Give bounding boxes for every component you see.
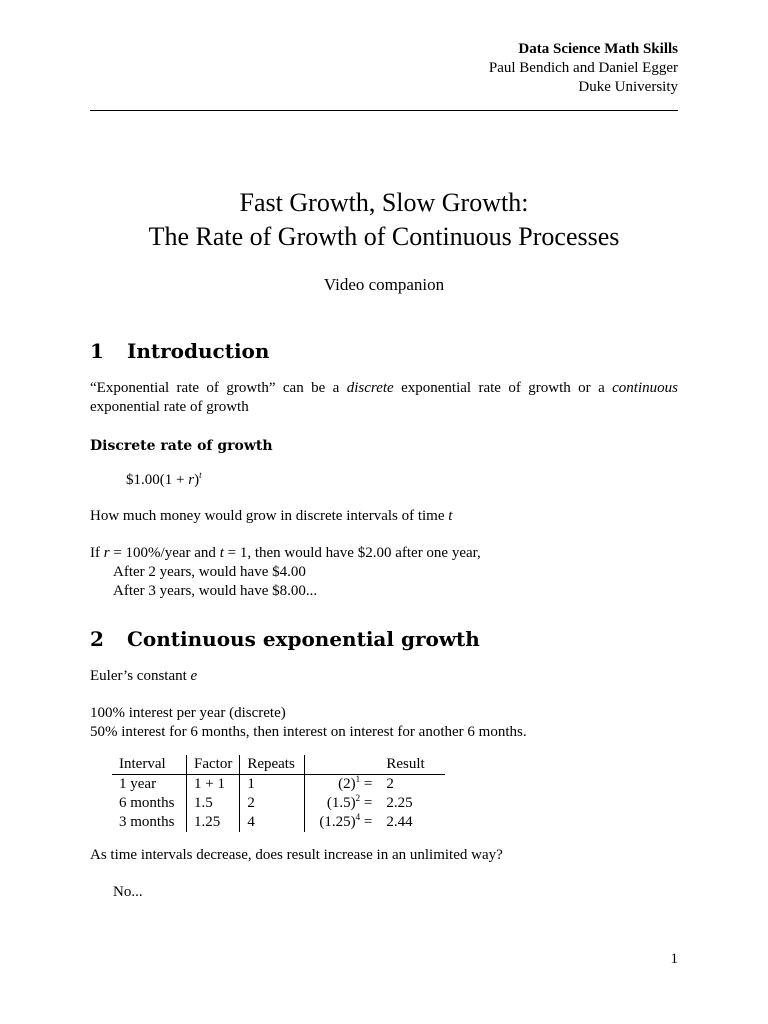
euler-text: Euler’s constant xyxy=(90,668,191,684)
answer-paragraph: No... xyxy=(113,884,143,900)
interest-line-2: 50% interest for 6 months, then interest on interest for another 6 months. xyxy=(90,724,527,740)
cell-repeats: 4 xyxy=(240,813,305,832)
growth-table xyxy=(112,755,445,832)
header-interval: Interval xyxy=(112,755,187,775)
intro-continuous: continuous xyxy=(612,380,678,396)
authors: Paul Bendich and Daniel Egger xyxy=(488,60,678,76)
power-base: (1.25) xyxy=(319,814,356,830)
power-base: (2) xyxy=(338,776,356,792)
interest-line-1: 100% interest per year (discrete) xyxy=(90,705,286,721)
title-line-1: Fast Growth, Slow Growth: xyxy=(239,188,529,217)
power-exponent: 1 xyxy=(355,774,361,784)
example-end: = 1, then would have $2.00 after one year, xyxy=(223,545,481,561)
cell-result: 2.25 xyxy=(386,795,413,811)
cell-power xyxy=(305,813,380,832)
power-equals: = xyxy=(360,814,373,830)
intro-text-c: exponential rate of growth xyxy=(90,399,249,415)
example-r: r xyxy=(103,545,110,561)
discrete-subheading: Discrete rate of growth xyxy=(90,438,273,454)
example-t: t xyxy=(219,545,224,561)
document-subtitle: Video companion xyxy=(323,275,445,294)
table-row xyxy=(112,813,445,832)
cell-repeats: 2 xyxy=(240,794,305,813)
section-1-heading xyxy=(90,339,269,363)
institution: Duke University xyxy=(578,79,678,95)
table-row xyxy=(112,794,445,813)
cell-power xyxy=(305,794,380,813)
title-line-2: The Rate of Growth of Continuous Processes xyxy=(148,222,620,251)
euler-paragraph xyxy=(90,667,678,686)
question-paragraph: As time intervals decrease, does result increase in an unlimited way? xyxy=(90,847,503,863)
intro-text-a: “Exponential rate of growth” can be a xyxy=(90,380,347,396)
power-exponent: 4 xyxy=(355,812,361,822)
cell-result: 2.44 xyxy=(386,814,413,830)
cell-interval: 1 year xyxy=(112,775,187,795)
section-1-number: 1 xyxy=(90,339,104,363)
header-blank xyxy=(305,755,380,775)
formula-close: ) xyxy=(194,472,200,488)
discrete-formula xyxy=(126,472,202,489)
example-mid: = 100%/year and xyxy=(109,545,220,561)
table-header-row xyxy=(112,755,445,775)
after-3-years: After 3 years, would have $8.00... xyxy=(113,583,318,599)
cell-interval: 3 months xyxy=(112,813,187,832)
example-if: If xyxy=(90,545,104,561)
interest-paragraph xyxy=(90,704,678,742)
section-1-title: Introduction xyxy=(127,339,270,363)
document-title xyxy=(0,186,768,254)
cell-factor: 1.5 xyxy=(187,794,240,813)
formula-base: $1.00(1 + xyxy=(126,472,189,488)
header-result: Result xyxy=(379,755,445,775)
header-repeats: Repeats xyxy=(240,755,305,775)
course-title: Data Science Math Skills xyxy=(518,41,678,57)
document-header xyxy=(489,40,678,97)
page-number: 1 xyxy=(670,951,678,967)
power-equals: = xyxy=(360,795,373,811)
section-2-number: 2 xyxy=(90,627,104,651)
table-row xyxy=(112,775,445,795)
power-equals: = xyxy=(360,776,373,792)
after-2-years: After 2 years, would have $4.00 xyxy=(113,564,306,580)
power-exponent: 2 xyxy=(355,793,361,803)
cell-result: 2 xyxy=(386,776,394,792)
section-2-title: Continuous exponential growth xyxy=(127,627,480,651)
cell-factor: 1 + 1 xyxy=(187,775,240,795)
header-factor: Factor xyxy=(187,755,240,775)
intro-text-b: exponential rate of growth or a xyxy=(393,380,613,396)
example-paragraph xyxy=(90,544,678,601)
power-base: (1.5) xyxy=(326,795,356,811)
formula-r: r xyxy=(188,472,195,488)
cell-factor: 1.25 xyxy=(187,813,240,832)
money-text: How much money would grow in discrete intervals of time xyxy=(90,508,449,524)
intro-paragraph xyxy=(90,379,678,417)
section-2-heading xyxy=(90,627,480,651)
header-rule xyxy=(90,110,678,111)
euler-e: e xyxy=(190,668,198,684)
cell-repeats: 1 xyxy=(240,775,305,795)
cell-power xyxy=(305,775,380,795)
cell-interval: 6 months xyxy=(112,794,187,813)
formula-exponent: t xyxy=(199,470,202,480)
money-t: t xyxy=(448,508,453,524)
intro-discrete: discrete xyxy=(346,380,394,396)
money-paragraph xyxy=(90,507,678,526)
